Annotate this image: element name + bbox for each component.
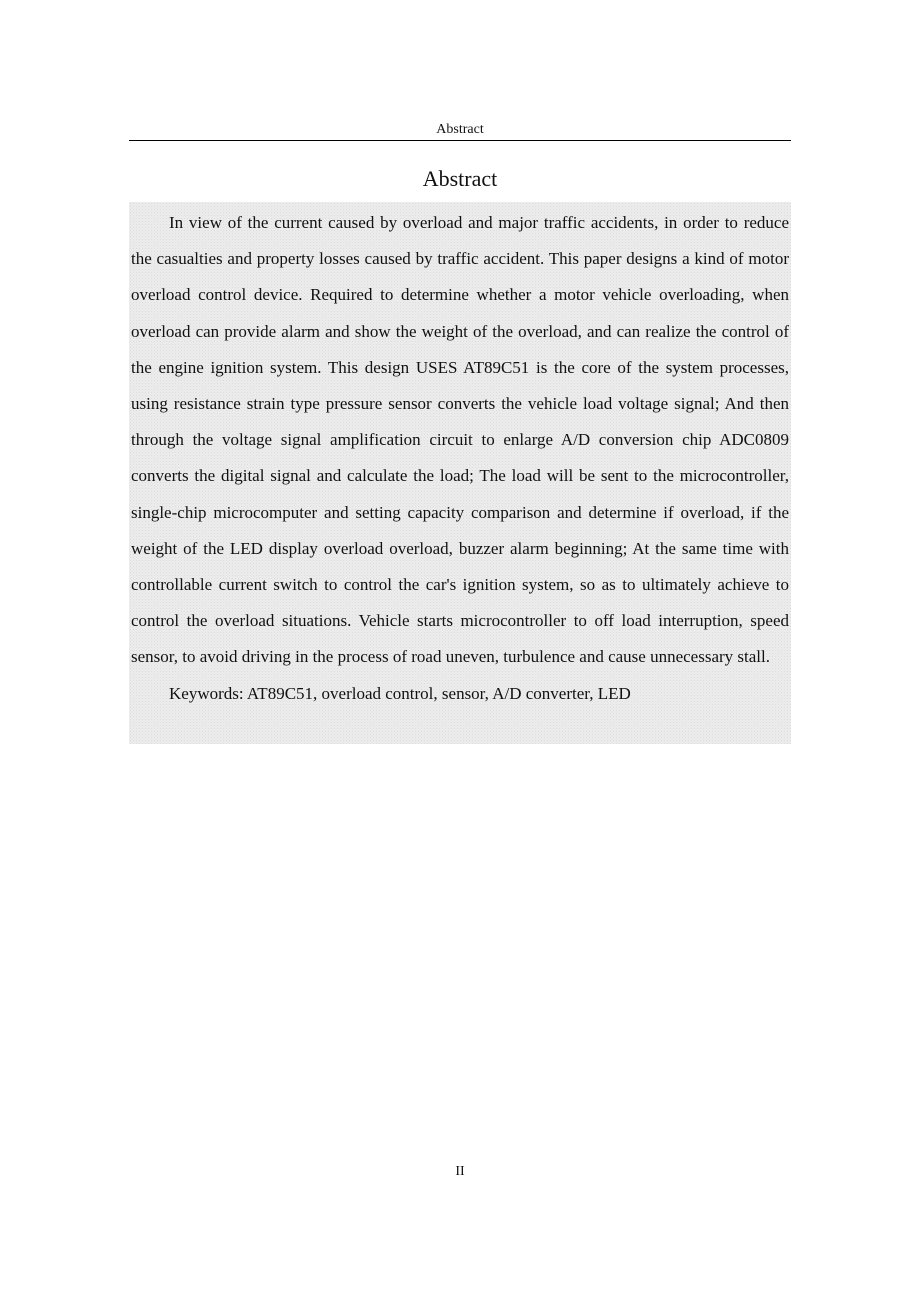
page-title: Abstract: [422, 166, 498, 191]
page-number: II: [455, 1164, 465, 1179]
keywords-line: Keywords: AT89C51, overload control, sensor, A/D converter, LED: [169, 683, 631, 703]
abstract-paragraph: In view of the current caused by overload and major traffic accidents, in order to reduce the casualties and property losses caused by traffic accident. This paper designs a kind of motor overload control device. Required to determine whether a motor vehicle overloading, when overload can provide alarm and show the weight of the overload, and can realize the control of the engine ignition system. This design USES AT89C51 is the core of the system processes, using resistance strain type pressure sensor converts the vehicle load voltage signal; And then through the voltage signal amplification circuit to enlarge A/D conversion chip ADC0809 converts the digital signal and calculate the load; The load will be sent to the microcontroller, single-chip microcomputer and setting capacity comparison and determine if overload, if the weight of the LED display overload overload, buzzer alarm beginning; At the same time with controllable current switch to control the car's ignition system, so as to ultimately achieve to control the overload situations. Vehicle starts microcontroller to off load interruption, speed sensor, to avoid driving in the process of road uneven, turbulence and cause unnecessary stall.: [131, 213, 789, 667]
header-divider: [129, 140, 791, 141]
abstract-section: [129, 202, 791, 744]
running-header: Abstract: [436, 122, 484, 137]
